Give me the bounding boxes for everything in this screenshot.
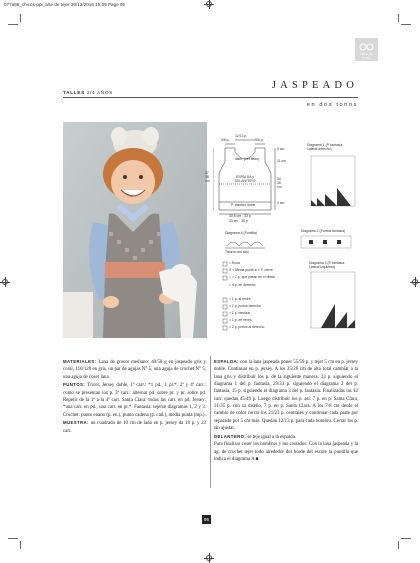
sizes-value: 2/4 AÑOS bbox=[86, 91, 113, 96]
legend-item: = 1 p. en revés bbox=[229, 318, 252, 322]
diagram-a-start: Tiburón del sitio bbox=[225, 250, 249, 254]
crop-mark bbox=[401, 24, 411, 25]
gauge-heading: MUESTRA: bbox=[63, 420, 89, 426]
materials-heading: MATERIALES: bbox=[63, 359, 97, 364]
back-heading: ESPALDA: bbox=[214, 359, 239, 364]
width-bottom-alt-label: 33 cm - 38 p. bbox=[229, 219, 249, 223]
band-label: P. elástico doble bbox=[231, 203, 256, 207]
crop-mark bbox=[398, 14, 399, 22]
diagram-3-subtitle: Lateral izquierdo) bbox=[309, 265, 336, 269]
height-armhole-label: 5 cm bbox=[277, 147, 285, 151]
instructions-right-column bbox=[214, 358, 358, 463]
knitting-diagrams bbox=[205, 122, 359, 338]
sizes-label bbox=[63, 91, 113, 96]
yarn-logo-icon bbox=[359, 43, 374, 51]
diagram-a-grid bbox=[225, 242, 265, 248]
stitches-paragraph bbox=[63, 381, 206, 419]
front-paragraph bbox=[214, 433, 358, 441]
diagram-2-title: Diagrama 2 (Puntos fantasía) bbox=[301, 229, 346, 233]
back-paragraph bbox=[214, 358, 358, 432]
legend-item: = 4 p. en derecho bbox=[229, 283, 256, 287]
legend-item: = Rosa bbox=[229, 261, 240, 265]
child-in-vest-image bbox=[63, 122, 207, 338]
header-rule bbox=[63, 97, 358, 98]
shoulder-left-label: 5/6 p. bbox=[221, 138, 230, 142]
finishing-paragraph bbox=[214, 441, 358, 463]
width-bottom-label: 30,5 cm - 33 p. bbox=[229, 214, 252, 218]
legend-item: = 1 p. al revés bbox=[229, 297, 251, 301]
registration-mark-right bbox=[410, 277, 420, 287]
crop-mark bbox=[398, 541, 399, 549]
gauge-text: un cuadrado de 10 cm de lado en p. jersey da 18 p. y 23 carr. bbox=[63, 421, 206, 434]
front-heading: DELANTERO: bbox=[214, 433, 247, 439]
materials-paragraph bbox=[63, 358, 206, 381]
height-side-label: 11 cm bbox=[277, 159, 286, 163]
registration-mark-bottom bbox=[204, 553, 214, 563]
finishing-text: Para finalizar coser los hombros y los costados. Con la lana jaspeada y la ag. de crochet tejer todo alrededor del borde del escote la puntilla que indica el diagrama A bbox=[214, 442, 358, 463]
legend-item: = 2 p. juntos derecho bbox=[229, 304, 261, 308]
back-text: con la lana jaspeada poner 55/59 p. y tejer 5 cm en p. jersey doble. Continuar en p. jersey. A los 25/26 cm de alto total cambiar a la lana gris y distribuir los p. de la siguiente manera: 33 p. siguiendo el diagrama 1 del p. fantasía, 29/33 p. siguiendo el diagrama 2 del p. fantasía, 15 p. siguiendo el diagrama 3 del p. fantasía. Finalizadas las 12 carr. quedan 45/49 p. Luego distribuir los p. así: 7 p. en p. Santa Clara, 31/35 p. con su diseño, 7 p. en p. Santa Clara. A los 7/8 cm desde el cambio de color cerrar los 21/23 p. centrales y continuar cada parte por separado por 5 cm más. Quedan 12/13 p. para cada hombro. Cerrar los p. sin ajustar. bbox=[214, 360, 358, 432]
height-total-label: 37 38 cm bbox=[205, 171, 210, 183]
front-text: se teje igual a la espalda. bbox=[247, 434, 297, 440]
legend-item: = 2 p. juntos al derecho bbox=[229, 325, 265, 329]
diagram-a-title: Diagrama A (Puntilla) bbox=[225, 231, 257, 235]
neck-label: dism. (ver tiedo) bbox=[235, 157, 260, 161]
magazine-logo bbox=[355, 38, 378, 61]
gauge-paragraph bbox=[63, 419, 206, 435]
registration-mark-top bbox=[204, 0, 214, 9]
crop-mark bbox=[401, 538, 411, 539]
width-top-label: 12/13 p. bbox=[235, 134, 248, 138]
crop-mark bbox=[8, 538, 18, 539]
crop-mark bbox=[20, 14, 21, 22]
sizes-heading: TALLES bbox=[63, 91, 85, 96]
registration-mark-left bbox=[0, 277, 10, 287]
height-mid-label: 34 36 cm bbox=[277, 177, 282, 189]
column-divider bbox=[210, 356, 211, 488]
shoulder-right-label: 5/6 p. bbox=[255, 138, 264, 142]
model-photo bbox=[63, 122, 207, 338]
crop-mark bbox=[20, 541, 21, 549]
center-label: ESPALDA y DELANTERO bbox=[234, 175, 256, 183]
legend-item: X = Media punto ● = P. cierre bbox=[229, 268, 273, 272]
legend-item: = 1 p. deslizar bbox=[229, 311, 251, 315]
diagram-1-title: Diagrama 1 (P. fantasía bbox=[307, 143, 343, 147]
materials-text: Lana de grosor mediano: 40/50 g en jaspeado gris y coral, 110/120 en gris, un par de agujas N° 5, una aguja de crochet N° 5, una aguja de coser lana. bbox=[63, 360, 206, 380]
logo-text: ARTE DE TEJER bbox=[359, 52, 374, 60]
stitches-heading: PUNTOS: bbox=[63, 382, 86, 388]
crop-mark bbox=[8, 24, 18, 25]
height-top-label: 3 cm bbox=[277, 201, 285, 205]
page-number: 95 bbox=[203, 517, 209, 522]
instructions-left-column bbox=[63, 358, 206, 435]
diagram-1-subtitle: Lateral derecho) bbox=[307, 147, 332, 151]
diagram-1-grid bbox=[311, 156, 355, 206]
stitches-text: Tricot, Jersey doble, 1ª carr.: *1 pd., 1 pr.*. 2ª y 4ª carr.: como se presentan los p. 3ª carr.: alternar pd. sobre pr. y pr. sobre pd. Repetir de la 1ª a la 4ª carr. Santa Clara: todas las carr. en pd. Jersey: *una carr. en pd., una carr. en pr.*. Fantasía: tejerse diagramas 1, 2 y 3. Crochet: punto enano (p. en.), punto cadena (p. cad.), media punta (mp.). bbox=[63, 383, 206, 418]
legend-item: ○ = 2 p. que pasan en el ribete bbox=[229, 275, 276, 279]
end-mark-icon: ■ bbox=[255, 457, 259, 463]
pattern-title: JASPEADO bbox=[271, 80, 358, 91]
diagram-3-title: Diagrama 3 (P. fantasía bbox=[309, 261, 345, 265]
printer-slug: 077a96_chicos-ppi_arte de tejer 30/12/2016 15:09 Page 95 bbox=[4, 2, 126, 7]
pattern-subtitle: en dos tonos bbox=[306, 102, 358, 108]
